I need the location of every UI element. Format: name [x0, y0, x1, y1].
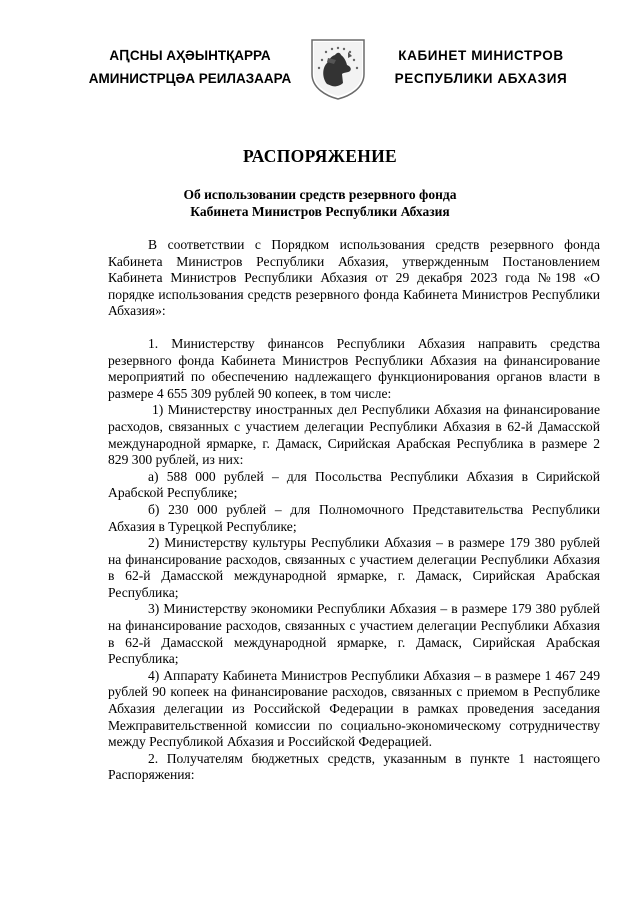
russian-ministry-heading: [378, 44, 584, 90]
clause-1-item-3: 3) Министерству экономики Республики Абхазия – в размере 179 380 рублей на финансирование расходов, связанных с участием делегации Республики Абхазия в 62-й Дамасской международной ярмарке, г. Дамаск, Сирийская Арабская Республика;: [108, 601, 600, 667]
paragraph-gap: [108, 320, 600, 336]
russian-heading-line2: РЕСПУБЛИКИ АБХАЗИЯ: [394, 71, 568, 86]
abkhaz-heading-line2: АМИНИСТРЦӘА РЕИЛАЗААРА: [88, 71, 292, 86]
russian-heading-line1: КАБИНЕТ МИНИСТРОВ: [398, 48, 564, 63]
clause-1-item-4: 4) Аппарату Кабинета Министров Республики Абхазия – в размере 1 467 249 рублей 90 копеек на финансирование расходов, связанных с приемом в Республике Абхазия делегации из Российской Федерации в рамках проведения заседания Межправительственной комиссии по социально-экономическому сотрудничеству между Республикой Абхазия и Российской Федерацией.: [108, 667, 600, 750]
clause-1-item-1-a: а) 588 000 рублей – для Посольства Республики Абхазия в Сирийской Арабской Республике;: [108, 468, 600, 501]
abkhaz-ministry-heading: [84, 44, 296, 90]
document-title: РАСПОРЯЖЕНИЕ: [242, 146, 397, 166]
subject-line-2: Кабинета Министров Республики Абхазия: [190, 204, 450, 219]
abkhaz-heading-line1: АԤСНЫ АҲӘЫНТҚАРРА: [109, 48, 271, 63]
clause-1-item-2: 2) Министерству культуры Республики Абхазия – в размере 179 380 рублей на финансирование расходов, связанных с участием делегации Республики Абхазия в 62-й Дамасской международной ярмарке, г. Дамаск, Сирийская Арабская Республика;: [108, 535, 600, 600]
clause-2: 2. Получателям бюджетных средств, указанным в пункте 1 настоящего Распоряжения:: [108, 750, 600, 783]
preamble-paragraph: В соответствии с Порядком использования средств резервного фонда Кабинета Министров Республики Абхазия, утвержденным Постановлением Кабинета Министров Республики Абхазия от 29 декабря 2023 года №198 «О порядке использования средств резервного фонда Кабинета Министров Республики Абхазия»:: [108, 237, 600, 319]
document-body: [108, 237, 600, 784]
document-subject: [0, 186, 640, 220]
letterhead: [0, 0, 640, 110]
subject-line-1: Об использовании средств резервного фонда: [183, 187, 457, 202]
clause-1-item-1-b: б) 230 000 рублей – для Полномочного Представительства Республики Абхазия в Турецкой Республике;: [108, 501, 600, 534]
state-emblem-icon: [310, 38, 366, 100]
clause-1-item-1: 1) Министерству иностранных дел Республики Абхазия на финансирование расходов, связанных с участием делегации Республики Абхазия в 62-й Дамасской международной ярмарке, г. Дамаск, Сирийская Арабская Республика в размере 2 829 300 рублей, из них:: [108, 402, 600, 468]
clause-1: 1. Министерству финансов Республики Абхазия направить средства резервного фонда Кабинета Министров Республики Абхазия на финансирование мероприятий по обеспечению надлежащего функционирования органов власти в размере 4 655 309 рублей 90 копеек, в том числе:: [108, 335, 600, 401]
